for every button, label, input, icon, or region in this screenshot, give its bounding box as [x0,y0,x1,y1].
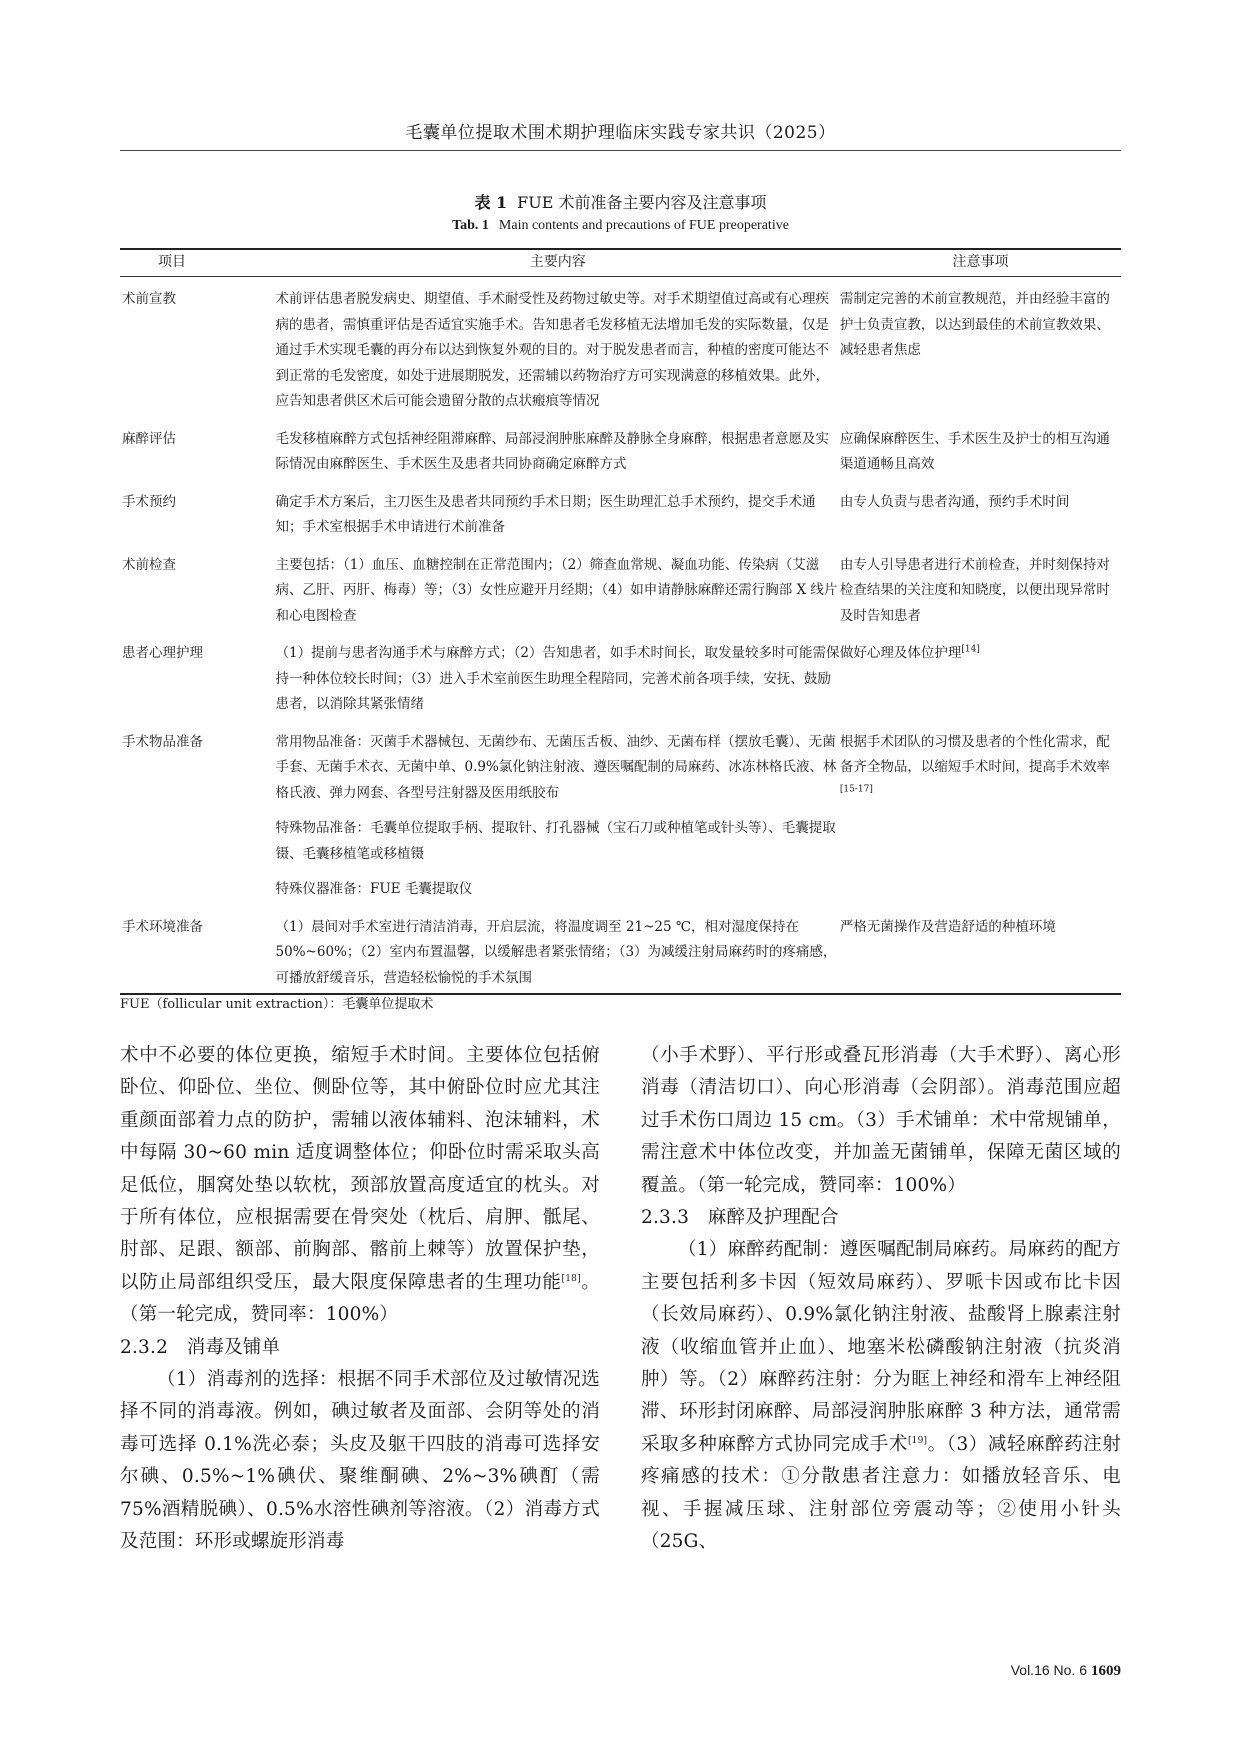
table-row [120,720,1121,905]
paragraph: （1）消毒剂的选择：根据不同手术部位及过敏情况选择不同的消毒液。例如，碘过敏者及面部、会阴等处的消毒可选择 0.1%洗必泰；头皮及躯干四肢的消毒可选择安尔碘、0.5%~1%碘伏、聚维酮碘、2%~3%碘酊（需 75%酒精脱碘）、0.5%水溶性碘剂等溶液。（2）消毒方式及范围：环形或螺旋形消毒 [120,1369,600,1553]
body-column-left [120,1040,600,1559]
citation-ref: [15-17] [839,784,873,794]
col-header-content: 主要内容 [276,249,840,277]
table-label-cn: 表 1 [474,193,508,212]
row-content-cell [276,720,840,905]
row-note: 严格无菌操作及营造舒适的种植环境 [840,905,1121,995]
row-note-cell [840,631,1121,720]
section-heading-2-3-2: 2.3.2 消毒及铺单 [120,1336,281,1358]
table-row [120,543,1121,632]
row-item: 术前检查 [122,556,176,573]
row-note: 根据手术团队的习惯及患者的个性化需求，配备齐全物品，以缩短手术时间，提高手术效率 [839,733,1110,775]
table-row [120,417,1121,480]
paragraph-text: 。（3）减轻麻醉药注射疼痛感的技术：①分散患者注意力：如播放轻音乐、电视、手握减压球、注射部位旁震动等；②使用小针头（25G、 [641,1433,1121,1553]
row-content: 主要包括：（1）血压、血糖控制在正常范围内；（2）筛查血常规、凝血功能、传染病（艾滋病、乙肝、丙肝、梅毒）等；（3）女性应避开月经期；（4）如申请静脉麻醉还需行胸部 X 线片和心电图检查 [275,556,838,624]
row-content: 常用物品准备：灭菌手术器械包、无菌纱布、无菌压舌板、油纱、无菌布样（摆放毛囊）、无菌手套、无菌手术衣、无菌中单、0.9%氯化钠注射液、遵医嘱配制的局麻药、冰冻林格氏液、林格氏液、弹力网套、各型号注射器及医用纸胶布 [275,733,837,801]
paragraph-text: （1）麻醉药配制：遵医嘱配制局麻药。局麻药的配方主要包括利多卡因（短效局麻药）、罗哌卡因或布比卡因（长效局麻药）、0.9%氯化钠注射液、盐酸肾上腺素注射液（收缩血管并止血）、地塞米松磷酸钠注射液（抗炎消肿）等。（2）麻醉药注射：分为眶上神经和滑车上神经阻滞、环形封闭麻醉、局部浸润肿胀麻醉 3 种方法，通常需采取多种麻醉方式协同完成手术 [641,1239,1121,1455]
citation-ref: [19] [907,1435,928,1446]
table-header-row [120,249,1121,277]
citation-ref: [14] [961,644,980,655]
table-caption-en [120,218,1121,234]
col-header-note: 注意事项 [840,249,1121,277]
row-note: 做好心理及体位护理 [839,645,962,661]
row-note: 由专人负责与患者沟通，预约手术时间 [839,493,1070,510]
citation-ref: [18] [561,1273,581,1284]
running-header: 毛囊单位提取术围术期护理临床实践专家共识（2025） [405,123,836,143]
row-content-special-items: 特殊物品准备：毛囊单位提取手柄、提取针、打孔器械（宝石刀或种植笔或针头等）、毛囊提取镊、毛囊移植笔或移植镊 [275,820,836,862]
body-column-right [641,1040,1121,1559]
preop-table [120,248,1121,995]
paragraph [641,1234,1121,1558]
row-content: （1）晨间对手术室进行清洁消毒，开启层流，将温度调至 21~25 ℃，相对湿度保持在 50%~60%；（2）室内布置温馨，以缓解患者紧张情绪；（3）为减缓注射局麻药时的疼痛感，可播放舒缓音乐，营造轻松愉悦的手术氛围 [276,905,840,995]
table-row [120,480,1121,543]
row-note: 由专人引导患者进行术前检查，并时刻保持对检查结果的关注度和知晓度，以便出现异常时及时告知患者 [839,556,1110,624]
paragraph [120,1040,600,1332]
table-title-cn: FUE 术前准备主要内容及注意事项 [517,193,767,212]
col-header-item: 项目 [120,249,276,277]
row-content: （1）提前与患者沟通手术与麻醉方式；（2）告知患者，如手术时间长，取发量较多时可能需保持一种体位较长时间；（3）进入手术室前医生助理全程陪同，完善术前各项手续，安抚、鼓励患者，以消除其紧张情绪 [275,645,840,712]
page-number: 1609 [1091,1663,1121,1679]
row-note: 需制定完善的术前宣教规范，并由经验丰富的护士负责宣教，以达到最佳的术前宣教效果、减轻患者焦虑 [839,291,1110,358]
header-rule [120,150,1121,151]
paragraph-text: 。（第一轮完成，赞同率：100%） [120,1271,600,1326]
row-item: 手术环境准备 [120,905,276,995]
paragraph: （小手术野）、平行形或叠瓦形消毒（大手术野）、离心形消毒（清洁切口）、向心形消毒（会阴部）。消毒范围应超过手术伤口周边 15 cm。（3）手术铺单：术中常规铺单，需注意术中体位改变，并加盖无菌铺单，保障无菌区域的覆盖。（第一轮完成，赞同率：100%） [641,1045,1121,1196]
table-label-en: Tab. 1 [452,218,489,233]
table-row [120,631,1121,720]
section-heading-2-3-3: 2.3.3 麻醉及护理配合 [641,1207,839,1229]
row-item: 手术预约 [122,493,176,510]
table-title-en: Main contents and precautions of FUE preoperative [498,218,789,233]
table-row [120,277,1121,417]
row-item: 患者心理护理 [122,645,203,661]
row-note-cell [840,720,1121,905]
row-content: 术前评估患者脱发病史、期望值、手术耐受性及药物过敏史等。对手术期望值过高或有心理疾病的患者，需慎重评估是否适宜实施手术。告知患者毛发移植无法增加毛发的实际数量，仅是通过手术实现毛囊的再分布以达到恢复外观的目的。对于脱发患者而言，种植的密度可能达不到正常的毛发密度，如处于进展期脱发，还需辅以药物治疗方可实现满意的移植效果。此外，应告知患者供区术后可能会遗留分散的点状瘢痕等情况 [275,291,830,409]
table-row [120,905,1121,995]
row-note: 应确保麻醉医生、手术医生及护士的相互沟通渠道通畅且高效 [839,430,1110,472]
row-content-special-devices: 特殊仪器准备：FUE 毛囊提取仪 [275,881,473,897]
row-item: 术前宣教 [122,291,176,307]
row-content: 毛发移植麻醉方式包括神经阻滞麻醉、局部浸润肿胀麻醉及静脉全身麻醉，根据患者意愿及实际情况由麻醉医生、手术医生及患者共同协商确定麻醉方式 [275,430,830,472]
row-item: 手术物品准备 [122,733,203,750]
page-footer [1011,1662,1121,1680]
table-footnote: FUE（follicular unit extraction）：毛囊单位提取术 [120,997,434,1012]
volume-info: Vol.16 No. 6 [1010,1662,1087,1678]
paragraph-text: 术中不必要的体位更换，缩短手术时间。主要体位包括俯卧位、仰卧位、坐位、侧卧位等，其中俯卧位时应尤其注重颜面部着力点的防护，需辅以液体辅料、泡沫辅料，术中每隔 30~60 min 适度调整体位；仰卧位时需采取头高足低位，腘窝处垫以软枕，颈部放置高度适宜的枕头。对于所有体位，应根据需要在骨突处（枕后、肩胛、骶尾、肘部、足跟、额部、前胸部、髂前上棘等）放置保护垫，以防止局部组织受压，最大限度保障患者的生理功能 [120,1045,600,1293]
table-caption-cn [120,190,1121,213]
row-content: 确定手术方案后，主刀医生及患者共同预约手术日期；医生助理汇总手术预约，提交手术通知；手术室根据手术申请进行术前准备 [275,493,816,535]
row-item: 麻醉评估 [122,430,176,447]
